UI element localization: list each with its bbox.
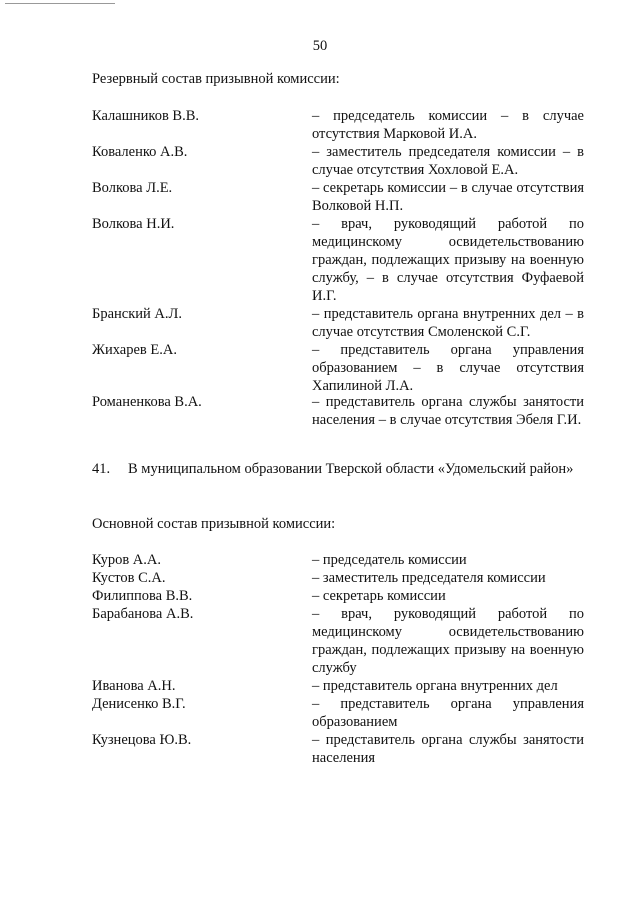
member-role: – врач, руководящий работой по медицинскому освидетельствованию граждан, подлежащих призыву на военную службу, – в случае отсутствия Фуфаевой И.Г. bbox=[312, 216, 584, 304]
member-name: Волкова Н.И. bbox=[92, 216, 175, 232]
member-role: – представитель органа управления образованием – в случае отсутствия Хапилиной Л.А. bbox=[312, 342, 584, 394]
member-name: Калашников В.В. bbox=[92, 108, 200, 124]
member-name: Волкова Л.Е. bbox=[92, 180, 173, 196]
member-name: Куров А.А. bbox=[92, 552, 161, 568]
member-name: Филиппова В.В. bbox=[92, 588, 193, 604]
member-role: – председатель комиссии – в случае отсутствия Марковой И.А. bbox=[312, 108, 584, 142]
member-role: – представитель органа управления образованием bbox=[312, 696, 584, 730]
main-section-header: Основной состав призывной комиссии: bbox=[92, 516, 336, 532]
member-name: Жихарев Е.А. bbox=[92, 342, 177, 358]
member-role: – представитель органа службы занятости населения bbox=[312, 732, 584, 766]
member-name: Коваленко А.В. bbox=[92, 144, 188, 160]
member-role: – врач, руководящий работой по медицинскому освидетельствованию граждан, подлежащих призыву на военную службу bbox=[312, 606, 584, 676]
item-text: В муниципальном образовании Тверской области «Удомельский район» bbox=[128, 461, 574, 477]
item-number: 41. bbox=[92, 461, 111, 477]
member-role: – заместитель председателя комиссии bbox=[312, 570, 546, 586]
member-role: – председатель комиссии bbox=[312, 552, 467, 568]
member-role: – секретарь комиссии – в случае отсутствия Волковой Н.П. bbox=[312, 180, 584, 214]
member-name: Кузнецова Ю.В. bbox=[92, 732, 192, 748]
member-role: – заместитель председателя комиссии – в случае отсутствия Хохловой Е.А. bbox=[312, 144, 584, 178]
member-role: – секретарь комиссии bbox=[312, 588, 446, 604]
member-name: Кустов С.А. bbox=[92, 570, 166, 586]
member-name: Иванова А.Н. bbox=[92, 678, 176, 694]
member-name: Барабанова А.В. bbox=[92, 606, 194, 622]
member-name: Денисенко В.Г. bbox=[92, 696, 186, 712]
reserve-section-header: Резервный состав призывной комиссии: bbox=[92, 71, 340, 87]
scan-artifact-line bbox=[5, 3, 115, 4]
member-role: – представитель органа внутренних дел bbox=[312, 678, 558, 694]
item-41-paragraph bbox=[92, 460, 584, 479]
member-role: – представитель органа внутренних дел – в случае отсутствия Смоленской С.Г. bbox=[312, 306, 584, 340]
member-name: Бранский А.Л. bbox=[92, 306, 182, 322]
page-number: 50 bbox=[312, 38, 328, 54]
member-role: – представитель органа службы занятости населения – в случае отсутствия Эбеля Г.И. bbox=[312, 394, 584, 428]
member-name: Романенкова В.А. bbox=[92, 394, 202, 410]
